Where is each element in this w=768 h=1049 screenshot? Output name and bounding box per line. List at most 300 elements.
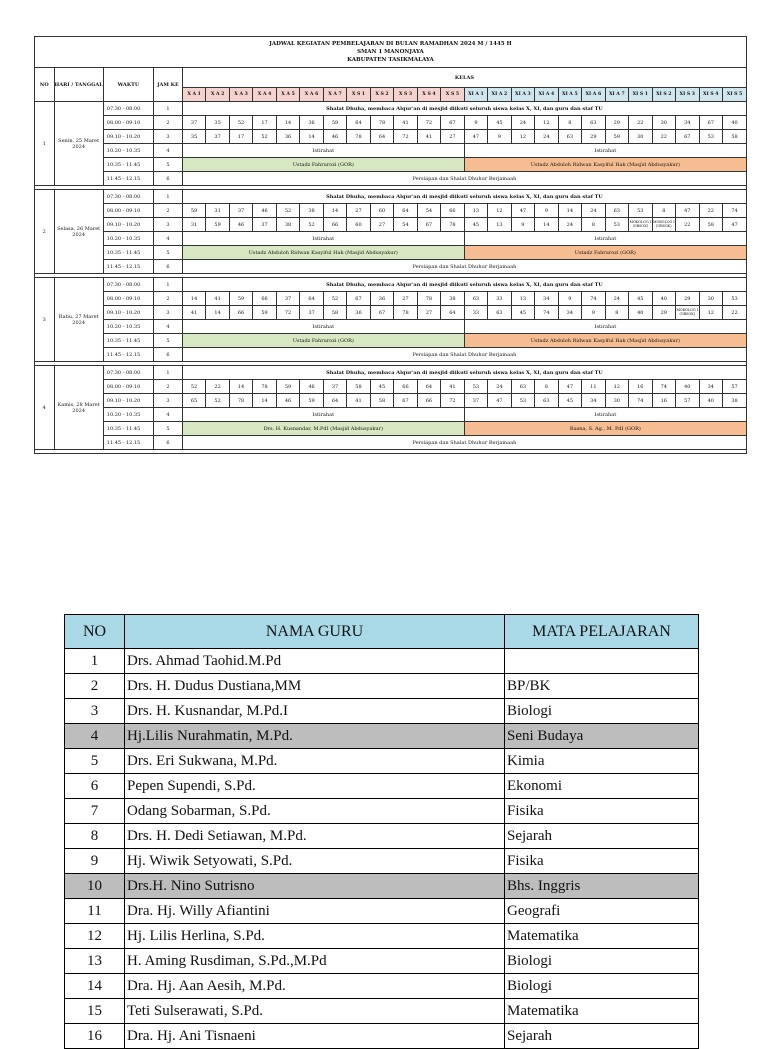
class-cell: 8 <box>605 306 628 320</box>
time-slot: 08.00 - 09.10 <box>103 116 153 130</box>
teacher-name: Hj. Wiwik Setyowati, S.Pd. <box>125 849 505 874</box>
class-cell: 22 <box>723 306 747 320</box>
time-slot: 07.30 - 08.00 <box>103 190 153 204</box>
teacher-subject: Seni Budaya <box>505 724 699 749</box>
class-cell: 8 <box>652 204 675 218</box>
hour-number: 4 <box>154 144 183 158</box>
hour-number: 5 <box>154 334 183 348</box>
class-cell: 27 <box>370 218 393 232</box>
class-cell: 47 <box>464 130 487 144</box>
activity-right-cell: Istirahat <box>464 320 746 334</box>
class-cell: 12 <box>488 204 511 218</box>
activity-left-cell: Drs. H. Kusnandar, M.PdI (Masjid Abdusyakur) <box>182 422 464 436</box>
teacher-name: Drs. H. Dedi Setiawan, M.Pd. <box>125 824 505 849</box>
activity-cell: Persiapan dan Shalat Dhuhur Berjamaah <box>182 172 746 186</box>
class-cell: 59 <box>206 218 229 232</box>
class-cell: 16 <box>652 394 675 408</box>
schedule-row <box>35 246 747 260</box>
hour-number: 5 <box>154 246 183 260</box>
class-cell: 57 <box>723 380 747 394</box>
hour-number: 6 <box>154 436 183 450</box>
teacher-name: Drs. H. Kusnandar, M.Pd.I <box>125 699 505 724</box>
class-cell: 52 <box>253 130 276 144</box>
class-header: X S 2 <box>370 88 393 102</box>
class-cell: 29 <box>652 306 675 320</box>
class-cell: 63 <box>558 130 581 144</box>
class-cell: 33 <box>488 292 511 306</box>
class-cell: 14 <box>276 116 299 130</box>
day-no: 3 <box>35 278 55 362</box>
teacher-subject: BP/BK <box>505 674 699 699</box>
hour-number: 1 <box>154 102 183 116</box>
class-cell: 36 <box>300 116 323 130</box>
class-cell: 9 <box>511 218 534 232</box>
hour-number: 6 <box>154 348 183 362</box>
teacher-no: 3 <box>65 699 125 724</box>
hour-number: 2 <box>154 204 183 218</box>
teacher-subject: Sejarah <box>505 824 699 849</box>
class-cell: 24 <box>511 116 534 130</box>
time-slot: 08.00 - 09.10 <box>103 204 153 218</box>
hour-number: 4 <box>154 408 183 422</box>
time-slot: 10.20 - 10.35 <box>103 232 153 246</box>
class-cell: 52 <box>182 380 205 394</box>
class-cell: 46 <box>229 218 252 232</box>
class-cell: 67 <box>347 292 370 306</box>
teacher-name: Dra. Hj. Willy Afiantini <box>125 899 505 924</box>
class-cell: 52 <box>229 116 252 130</box>
teacher-row <box>65 974 699 999</box>
teacher-subject: Biologi <box>505 699 699 724</box>
teacher-name: Drs. H. Dudus Dustiana,MM <box>125 674 505 699</box>
activity-left-cell: Istirahat <box>182 232 464 246</box>
class-cell: 38 <box>276 218 299 232</box>
class-cell: 59 <box>323 116 346 130</box>
class-cell: 13 <box>511 292 534 306</box>
class-cell: 40 <box>676 380 699 394</box>
class-cell: 63 <box>582 116 605 130</box>
activity-left-cell: Ustadz Fahrurozi (GOR) <box>182 158 464 172</box>
class-cell: 8 <box>582 218 605 232</box>
class-header: X S 5 <box>441 88 464 102</box>
teacher-name: H. Aming Rusdiman, S.Pd.,M.Pd <box>125 949 505 974</box>
day-no: 4 <box>35 366 55 450</box>
time-slot: 11.45 - 12.15 <box>103 436 153 450</box>
schedule-header-row <box>35 68 747 88</box>
class-cell: 14 <box>535 218 558 232</box>
schedule-title-line: KABUPATEN TASIKMALAYA <box>347 57 434 63</box>
teacher-subject: Fisika <box>505 849 699 874</box>
time-slot: 10.35 - 11.45 <box>103 422 153 436</box>
class-cell: 74 <box>535 306 558 320</box>
time-slot: 10.20 - 10.35 <box>103 320 153 334</box>
class-header: X A 3 <box>229 88 252 102</box>
class-cell: 41 <box>182 306 205 320</box>
teacher-no: 4 <box>65 724 125 749</box>
teacher-name: Hj.Lilis Nurahmatin, M.Pd. <box>125 724 505 749</box>
class-cell: 64 <box>394 204 417 218</box>
teacher-row <box>65 899 699 924</box>
class-cell: 8 <box>558 116 581 130</box>
class-header: XI S 3 <box>676 88 699 102</box>
header-time: WAKTU <box>103 68 153 102</box>
class-cell: 9 <box>535 204 558 218</box>
class-cell: 47 <box>723 218 747 232</box>
schedule-row <box>35 306 747 320</box>
class-cell: 63 <box>464 292 487 306</box>
class-cell: 60 <box>347 218 370 232</box>
activity-right-cell: Ustadz Abduloh Ridwan Kasyiful Hak (Masjid Abdusyakur) <box>464 158 746 172</box>
day-separator <box>35 450 747 454</box>
class-cell: 41 <box>206 292 229 306</box>
class-cell: 14 <box>206 306 229 320</box>
class-cell: 37 <box>464 394 487 408</box>
teacher-no: 10 <box>65 874 125 899</box>
class-cell: 27 <box>441 130 464 144</box>
schedule-row <box>35 292 747 306</box>
hour-number: 3 <box>154 130 183 144</box>
class-cell: 29 <box>582 130 605 144</box>
class-cell: 35 <box>206 116 229 130</box>
teacher-row <box>65 824 699 849</box>
class-cell: 52 <box>206 394 229 408</box>
class-cell: 24 <box>535 130 558 144</box>
class-cell: 53 <box>699 130 722 144</box>
class-cell: 34 <box>582 394 605 408</box>
activity-cell: Shalat Dhuha, membaca Alqur'an di mesjid diikuti seluruh siswa kelas X, XI, dan guru dan staf TU <box>182 190 746 204</box>
teacher-name: Dra. Hj. Ani Tisnaeni <box>125 1024 505 1049</box>
schedule-title <box>35 37 747 68</box>
class-cell: 53 <box>464 380 487 394</box>
class-cell: 14 <box>300 130 323 144</box>
class-header: X A 4 <box>253 88 276 102</box>
class-cell: 59 <box>276 380 299 394</box>
teacher-name: Teti Sulserawati, S.Pd. <box>125 999 505 1024</box>
schedule-title-line: SMAN 1 MANONJAYA <box>357 49 424 55</box>
schedule-row <box>35 102 747 116</box>
hour-number: 1 <box>154 190 183 204</box>
class-cell: 67 <box>394 394 417 408</box>
class-cell: 66 <box>441 204 464 218</box>
teacher-subject: Kimia <box>505 749 699 774</box>
class-cell: 63 <box>488 306 511 320</box>
class-cell: 46 <box>276 394 299 408</box>
class-header: X A 7 <box>323 88 346 102</box>
activity-cell: Persiapan dan Shalat Dhuhur Berjamaah <box>182 348 746 362</box>
class-cell: 66 <box>417 394 440 408</box>
activity-left-cell: Ustadz Fahrurozi (GOR) <box>182 334 464 348</box>
teacher-row <box>65 749 699 774</box>
schedule-row <box>35 190 747 204</box>
teacher-subject: Matematika <box>505 999 699 1024</box>
class-cell: 57 <box>676 394 699 408</box>
class-cell: 58 <box>723 130 747 144</box>
class-cell: 13 <box>488 218 511 232</box>
class-cell: 78 <box>229 394 252 408</box>
day-no: 1 <box>35 102 55 186</box>
class-cell: 34 <box>558 306 581 320</box>
schedule-row <box>35 172 747 186</box>
class-cell: 45 <box>464 218 487 232</box>
hour-number: 3 <box>154 218 183 232</box>
class-cell: 58 <box>347 380 370 394</box>
activity-left-cell: Istirahat <box>182 408 464 422</box>
teacher-no: 12 <box>65 924 125 949</box>
class-cell: 54 <box>394 218 417 232</box>
class-cell: 14 <box>558 204 581 218</box>
class-cell: 14 <box>253 394 276 408</box>
teacher-name: Odang Sobarman, S.Pd. <box>125 799 505 824</box>
class-cell: 38 <box>723 394 747 408</box>
teacher-subject <box>505 649 699 674</box>
class-cell: 31 <box>206 204 229 218</box>
class-header: X A 6 <box>300 88 323 102</box>
class-cell: 74 <box>652 380 675 394</box>
col-name-header: NAMA GURU <box>125 615 505 649</box>
schedule-row <box>35 408 747 422</box>
class-cell: 41 <box>394 116 417 130</box>
class-cell: 40 <box>699 394 722 408</box>
teacher-name: Drs.H. Nino Sutrisno <box>125 874 505 899</box>
teacher-subject: Fisika <box>505 799 699 824</box>
class-cell: 45 <box>511 306 534 320</box>
schedule-row <box>35 260 747 274</box>
activity-cell: Persiapan dan Shalat Dhuhur Berjamaah <box>182 436 746 450</box>
schedule-title-row <box>35 37 747 68</box>
class-cell: 54 <box>417 204 440 218</box>
time-slot: 10.20 - 10.35 <box>103 144 153 158</box>
hour-number: 3 <box>154 306 183 320</box>
class-header: X S 4 <box>417 88 440 102</box>
activity-cell: Shalat Dhuha, membaca Alqur'an di mesjid diikuti seluruh siswa kelas X, XI, dan guru dan staf TU <box>182 278 746 292</box>
class-cell: 65 <box>182 394 205 408</box>
class-cell: 8 <box>535 380 558 394</box>
class-header: XI A 2 <box>488 88 511 102</box>
activity-cell: Shalat Dhuha, membaca Alqur'an di mesjid diikuti seluruh siswa kelas X, XI, dan guru dan staf TU <box>182 102 746 116</box>
schedule-row <box>35 130 747 144</box>
time-slot: 09.10 - 10.20 <box>103 130 153 144</box>
teacher-name: Hj. Lilis Herlina, S.Pd. <box>125 924 505 949</box>
class-header: XI A 3 <box>511 88 534 102</box>
header-hour: JAM KE <box>154 68 183 102</box>
class-cell: 45 <box>558 394 581 408</box>
activity-cell: Shalat Dhuha, membaca Alqur'an di mesjid diikuti seluruh siswa kelas X, XI, dan guru dan staf TU <box>182 366 746 380</box>
class-cell: 66 <box>323 218 346 232</box>
class-cell: 27 <box>417 306 440 320</box>
teacher-name: Drs. Eri Sukwana, M.Pd. <box>125 749 505 774</box>
class-cell: 78 <box>441 218 464 232</box>
class-cell: 67 <box>699 116 722 130</box>
class-cell: 24 <box>488 380 511 394</box>
time-slot: 07.30 - 08.00 <box>103 366 153 380</box>
class-cell: 66 <box>229 306 252 320</box>
class-cell: 64 <box>323 394 346 408</box>
class-header: XI S 5 <box>723 88 747 102</box>
hour-number: 5 <box>154 422 183 436</box>
hour-number: 2 <box>154 380 183 394</box>
class-cell: 12 <box>605 380 628 394</box>
teacher-no: 1 <box>65 649 125 674</box>
class-cell: 30 <box>605 394 628 408</box>
class-cell: 45 <box>370 380 393 394</box>
class-cell: 35 <box>182 130 205 144</box>
class-cell: 37 <box>323 380 346 394</box>
schedule-row <box>35 144 747 158</box>
class-header: X S 3 <box>394 88 417 102</box>
schedule-row <box>35 394 747 408</box>
time-slot: 10.35 - 11.45 <box>103 158 153 172</box>
teacher-row <box>65 999 699 1024</box>
day-date: Kamis, 28 Maret 2024 <box>54 366 103 450</box>
class-cell: 37 <box>300 306 323 320</box>
schedule-row <box>35 232 747 246</box>
time-slot: 10.20 - 10.35 <box>103 408 153 422</box>
class-cell: 60 <box>370 204 393 218</box>
time-slot: 07.30 - 08.00 <box>103 102 153 116</box>
activity-right-cell: Rasna, S. Ag., M. PdI (GOR) <box>464 422 746 436</box>
class-cell: 78 <box>370 116 393 130</box>
teacher-no: 8 <box>65 824 125 849</box>
class-cell: 64 <box>370 130 393 144</box>
class-cell: 22 <box>699 204 722 218</box>
class-cell: 63 <box>511 380 534 394</box>
class-cell: 12 <box>535 116 558 130</box>
time-slot: 11.45 - 12.15 <box>103 172 153 186</box>
class-cell: 36 <box>347 306 370 320</box>
teacher-no: 11 <box>65 899 125 924</box>
class-cell: 46 <box>323 130 346 144</box>
time-slot: 10.35 - 11.45 <box>103 246 153 260</box>
class-cell: 64 <box>441 306 464 320</box>
class-cell: 53 <box>605 218 628 232</box>
hour-number: 4 <box>154 232 183 246</box>
time-slot: 09.10 - 10.20 <box>103 218 153 232</box>
class-cell: MOKOLOG I (GBSOK) <box>676 306 699 320</box>
class-cell: 66 <box>253 292 276 306</box>
class-cell: 27 <box>394 292 417 306</box>
class-cell: 38 <box>441 292 464 306</box>
class-cell: 47 <box>511 204 534 218</box>
teacher-subject: Ekonomi <box>505 774 699 799</box>
time-slot: 09.10 - 10.20 <box>103 306 153 320</box>
teacher-row <box>65 924 699 949</box>
class-cell: 37 <box>276 292 299 306</box>
header-no: NO <box>35 68 55 102</box>
class-cell: 24 <box>582 204 605 218</box>
schedule-row <box>35 436 747 450</box>
class-cell: 58 <box>699 218 722 232</box>
class-cell: 45 <box>629 292 652 306</box>
teacher-no: 9 <box>65 849 125 874</box>
teacher-subject: Biologi <box>505 949 699 974</box>
class-cell: 36 <box>276 130 299 144</box>
class-header: X A 5 <box>276 88 299 102</box>
class-cell: 72 <box>394 130 417 144</box>
activity-left-cell: Ustadz Abduloh Ridwan Kasyiful Hak (Masjid Abdusyakur) <box>182 246 464 260</box>
class-cell: 59 <box>605 130 628 144</box>
time-slot: 10.35 - 11.45 <box>103 334 153 348</box>
schedule-table <box>34 36 747 454</box>
class-cell: 24 <box>558 218 581 232</box>
class-cell: 13 <box>464 204 487 218</box>
class-cell: 38 <box>300 204 323 218</box>
class-cell: 31 <box>182 218 205 232</box>
class-cell: 16 <box>629 380 652 394</box>
class-header: XI A 1 <box>464 88 487 102</box>
teacher-no: 16 <box>65 1024 125 1049</box>
class-cell: 63 <box>535 394 558 408</box>
class-cell: 78 <box>253 380 276 394</box>
class-cell: 72 <box>417 116 440 130</box>
schedule-row <box>35 116 747 130</box>
class-cell: 29 <box>676 292 699 306</box>
class-header: XI S 1 <box>629 88 652 102</box>
teacher-row <box>65 649 699 674</box>
class-cell: 41 <box>417 130 440 144</box>
class-cell: 12 <box>511 130 534 144</box>
time-slot: 08.00 - 09.10 <box>103 380 153 394</box>
class-cell: 40 <box>652 292 675 306</box>
teacher-subject: Sejarah <box>505 1024 699 1049</box>
teacher-row <box>65 699 699 724</box>
class-cell: 74 <box>629 394 652 408</box>
class-cell: 41 <box>347 394 370 408</box>
class-cell: 64 <box>417 380 440 394</box>
teacher-no: 7 <box>65 799 125 824</box>
teacher-no: 5 <box>65 749 125 774</box>
class-header: X A 1 <box>182 88 205 102</box>
teacher-no: 14 <box>65 974 125 999</box>
class-cell: 47 <box>488 394 511 408</box>
class-cell: 34 <box>699 380 722 394</box>
teacher-no: 13 <box>65 949 125 974</box>
col-subject-header: MATA PELAJARAN <box>505 615 699 649</box>
class-header: XI A 7 <box>605 88 628 102</box>
class-cell: 59 <box>253 306 276 320</box>
class-cell: 22 <box>629 116 652 130</box>
class-cell: 46 <box>300 380 323 394</box>
hour-number: 3 <box>154 394 183 408</box>
class-cell: 58 <box>323 306 346 320</box>
class-cell: 59 <box>229 292 252 306</box>
class-cell: 24 <box>605 292 628 306</box>
teacher-subject: Matematika <box>505 924 699 949</box>
time-slot: 09.10 - 10.20 <box>103 394 153 408</box>
class-cell: 9 <box>558 292 581 306</box>
schedule-row <box>35 366 747 380</box>
class-cell: 53 <box>629 204 652 218</box>
class-cell: 34 <box>535 292 558 306</box>
hour-number: 2 <box>154 292 183 306</box>
header-day: HARI / TANGGAL <box>54 68 103 102</box>
teacher-header-row <box>65 615 699 649</box>
class-cell: 9 <box>488 130 511 144</box>
class-cell: 29 <box>605 116 628 130</box>
schedule-row <box>35 334 747 348</box>
day-date: Selasa, 26 Maret 2024 <box>54 190 103 274</box>
class-cell: MOKOLOG I (GBSOK) <box>629 218 652 232</box>
class-cell: 74 <box>723 204 747 218</box>
schedule-row <box>35 204 747 218</box>
class-cell: 45 <box>488 116 511 130</box>
teacher-name: Drs. Ahmad Taohid.M.Pd <box>125 649 505 674</box>
teacher-table <box>64 614 698 1049</box>
teacher-row <box>65 874 699 899</box>
time-slot: 08.00 - 09.10 <box>103 292 153 306</box>
teacher-subject: Geografi <box>505 899 699 924</box>
class-cell: 47 <box>676 204 699 218</box>
activity-left-cell: Istirahat <box>182 144 464 158</box>
